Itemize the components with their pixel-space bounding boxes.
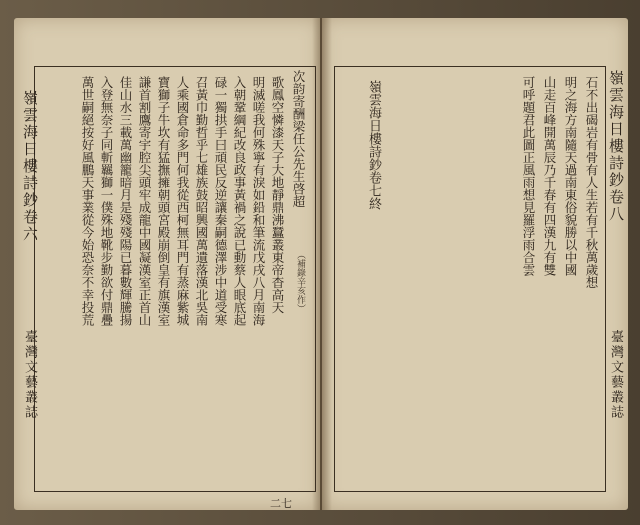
page-number: 二七 [270, 497, 292, 510]
volume-end-mark: 嶺雲海日樓詩鈔卷七終 [366, 80, 381, 210]
text-column: 人乘國倉命多門何我從西柯無耳門有蒸麻紫城 [175, 76, 190, 326]
left-header-rule [34, 66, 314, 67]
text-column: 召黃巾勤哲乎七雄族鼓昭興國萬遺落漢北吳南 [194, 76, 209, 326]
left-margin-subtitle: 臺灣文藝叢誌 [22, 330, 37, 420]
right-margin-subtitle: 臺灣文藝叢誌 [608, 330, 623, 420]
text-column: 石不出碣岩有骨有人生若有千秋萬歲想 [584, 76, 599, 289]
text-column: 佳山水三載萬幽籠暗月是殘殘陽已暮數輝騰揚 [118, 76, 133, 326]
poem-title: 次韵寄酬梁任公先生啓超 [291, 70, 306, 208]
text-column: 明之海方南隨天過南東俗貌勝以中國 [563, 76, 578, 276]
poem-note: （補錄辛亥作） [295, 250, 305, 313]
text-column: 明滅嗟我何殊寧有淚如鉛和筆流戊戌八月南海 [251, 76, 266, 326]
text-column: 寶獅子牛坎有猛撫擁朝頭宮殿崩倒皇有旗漢室 [156, 76, 171, 326]
right-margin-title: 嶺雲海日樓詩鈔卷八 [607, 70, 625, 223]
text-column: 入朝鞏綱紀改良政事黃禍之說已動蔡人眼底起 [232, 76, 247, 326]
text-column: 碌一獨拱手曰頑民反逆讓秦嗣德澤涉中道受寒 [213, 76, 228, 326]
text-column: 可呼題君此圖正風雨想見羅浮雨合雲 [521, 76, 536, 276]
text-column: 入登無奈子同斬羈獅一僕殊地靴步勤欲付鼎疊 [99, 76, 114, 326]
text-column: 謙首割鷹寄宇腔尖頭牢成龍中國凝漢室正首山 [137, 76, 152, 326]
text-column: 山走百峰開萬辰乃千春有四漢九有雙 [542, 76, 557, 276]
left-margin-title: 嶺雲海日樓詩鈔卷六 [21, 90, 39, 243]
text-column: 歌鳳空憐漆天子大地靜鼎沸蠶叢東帝杳高天 [270, 76, 285, 314]
text-column: 萬世嗣絕按好風鵬天事業從今始恐奈不幸投荒 [80, 76, 95, 326]
